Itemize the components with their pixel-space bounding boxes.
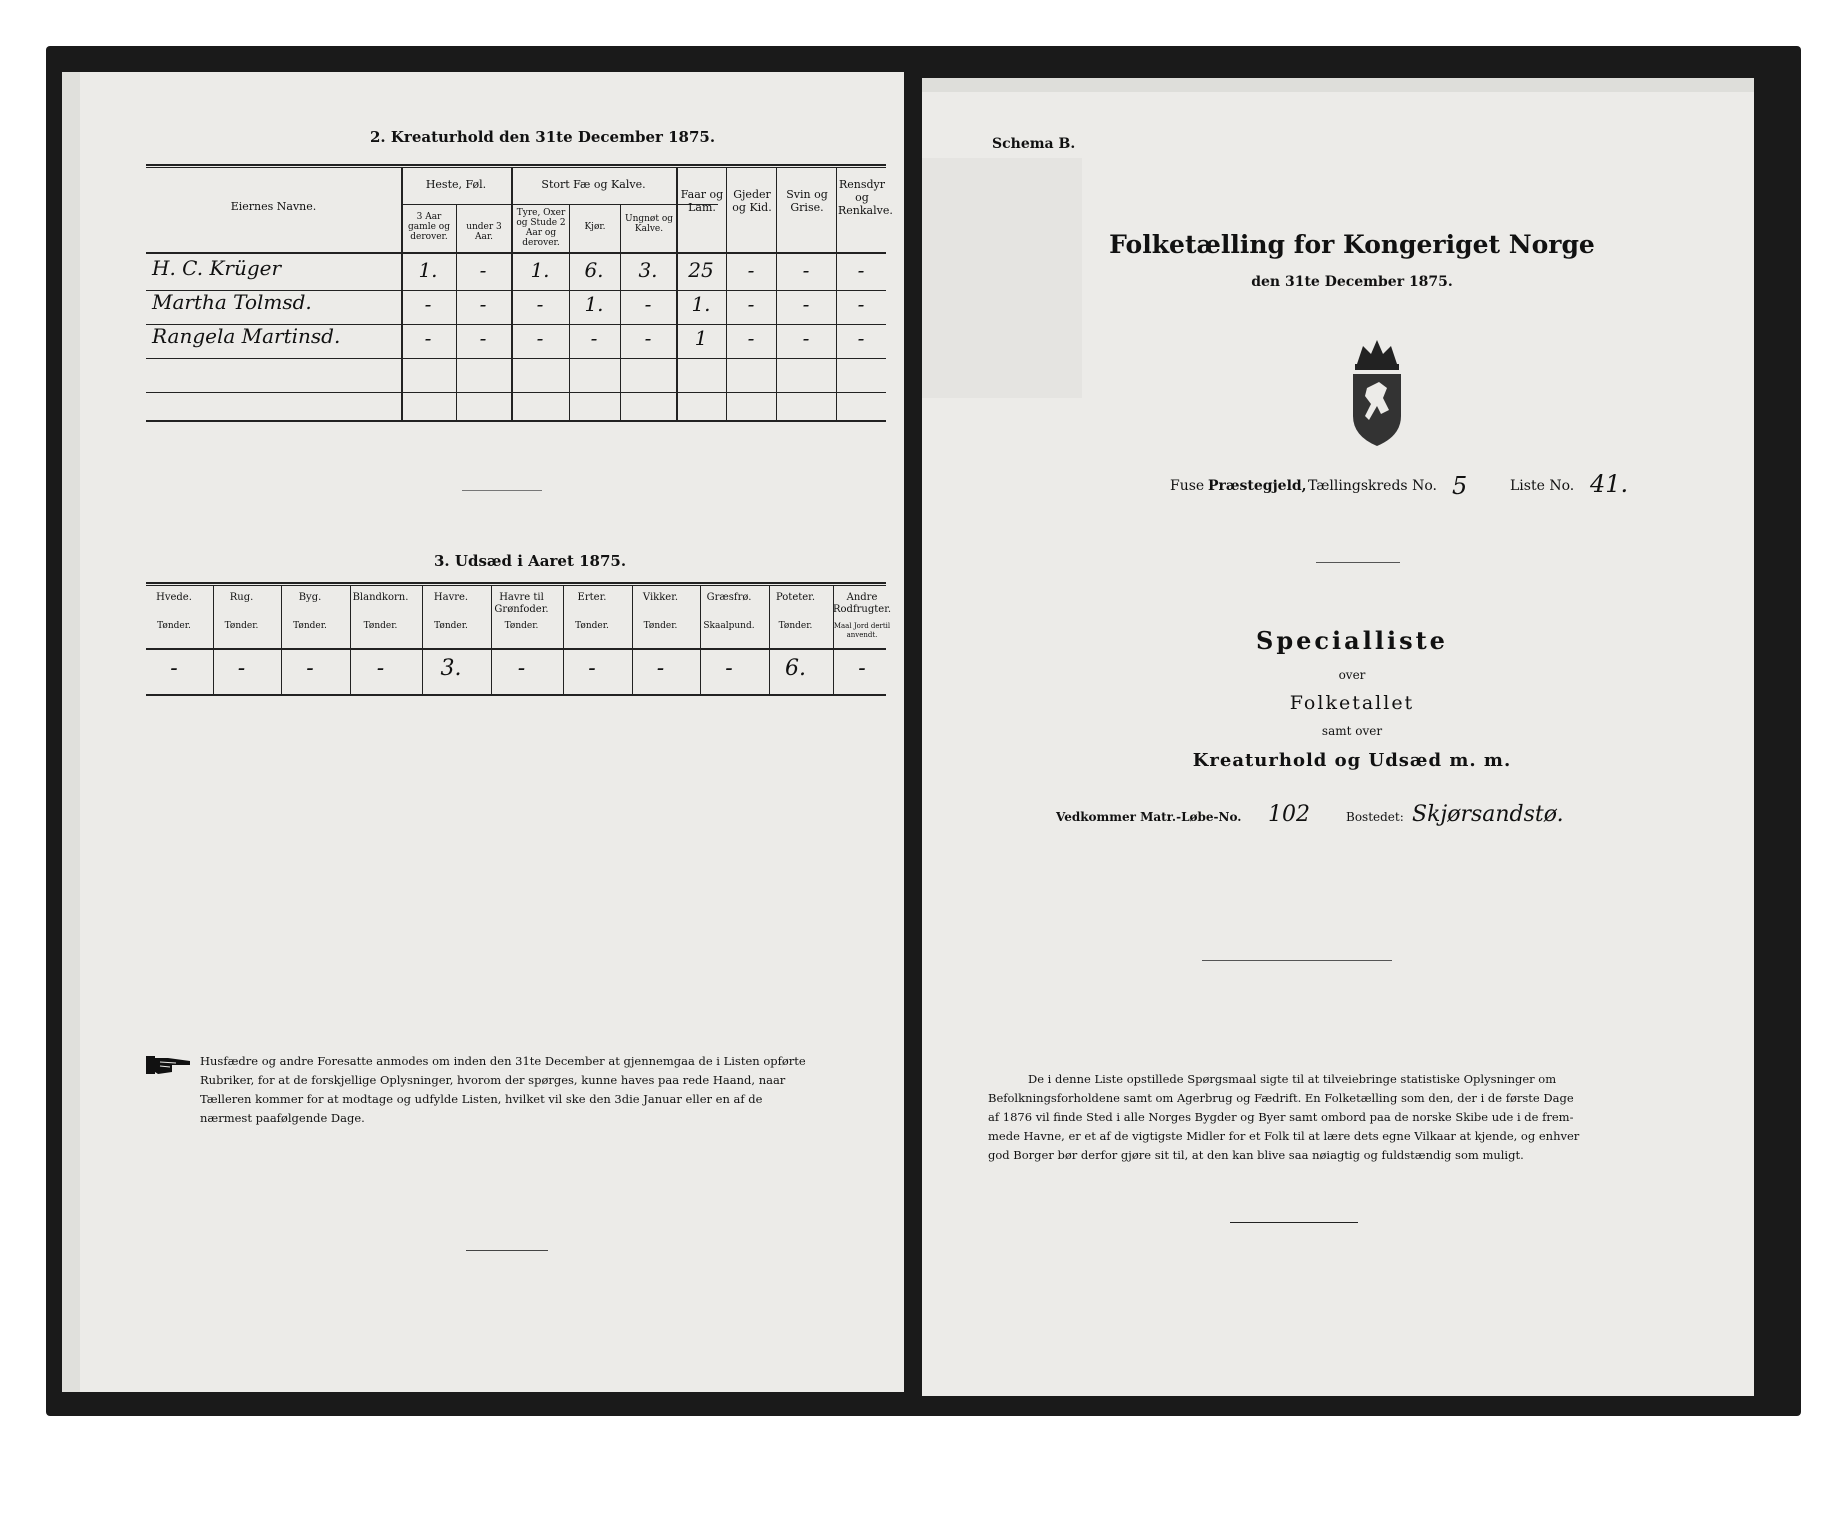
seed-header: Havre til Grønfoder. bbox=[494, 592, 549, 615]
header-cattle-cows: Kjør. bbox=[584, 222, 606, 232]
seed-unit: Tønder. bbox=[575, 621, 609, 631]
header-cattle-young: Ungnøt og Kalve. bbox=[624, 214, 673, 234]
seed-unit: Tønder. bbox=[434, 621, 468, 631]
livestock-table bbox=[146, 164, 893, 422]
notice-line: Husfædre og andre Foresatte anmodes om inden den 31te December at gjennemgaa de i Listen opførte bbox=[200, 1054, 806, 1068]
district-number: 5 bbox=[1452, 472, 1468, 500]
seed-header: Græsfrø. bbox=[706, 592, 752, 603]
seed-value: - bbox=[725, 656, 733, 681]
seed-header: Poteter. bbox=[775, 592, 816, 603]
notice-line: nærmest paafølgende Dage. bbox=[200, 1111, 365, 1125]
header-cattle: Stort Fæ og Kalve. bbox=[541, 178, 646, 191]
divider bbox=[466, 1250, 548, 1251]
livestock-cell: 25 bbox=[688, 258, 714, 282]
header-horses: Heste, Føl. bbox=[425, 178, 487, 191]
bosted-label: Bostedet: bbox=[1346, 810, 1404, 824]
special-list-title: Specialliste bbox=[1256, 626, 1448, 655]
header-sheep: Faar og Lam. bbox=[680, 188, 724, 214]
footer-line: mede Havne, er et af de vigtigste Midler for et Folk til at lære dets egne Vilkaar at kjende, og enhver bbox=[988, 1129, 1580, 1143]
footer-line: af 1876 vil finde Sted i alle Norges Bygder og Byer samt ombord paa de norske Skibe ude i de frem- bbox=[988, 1110, 1574, 1124]
livestock-seed-line: Kreaturhold og Udsæd m. m. bbox=[1192, 750, 1512, 771]
notice-line: Rubriker, for at de forskjellige Oplysninger, hvorom der spørges, kunne haves paa rede Haand, naar bbox=[200, 1073, 786, 1087]
footer-line: De i denne Liste opstillede Spørgsmaal sigte til at tilveiebringe statistiske Oplysninger om bbox=[1028, 1072, 1557, 1086]
section2-title: 2. Kreaturhold den 31te December 1875. bbox=[370, 128, 716, 146]
header-owner: Eiernes Navne. bbox=[230, 200, 317, 213]
notice-line: Tælleren kommer for at modtage og udfylde Listen, hvilket vil ske den 3die Januar eller en af de bbox=[200, 1092, 763, 1106]
header-cattle-bulls: Tyre, Oxer og Stude 2 Aar og derover. bbox=[516, 208, 566, 248]
livestock-cell: - bbox=[479, 258, 487, 282]
parish-label: Præstegjeld, bbox=[1208, 478, 1307, 494]
seed-unit: Tønder. bbox=[293, 621, 327, 631]
page-title: Folketælling for Kongeriget Norge bbox=[1109, 230, 1595, 259]
livestock-cell: - bbox=[747, 326, 755, 350]
livestock-cell: 1. bbox=[691, 292, 711, 316]
footer-text bbox=[988, 1070, 1708, 1165]
property-line bbox=[1056, 802, 1676, 836]
samt-over-text: samt over bbox=[1321, 724, 1383, 738]
seed-unit: Tønder. bbox=[778, 621, 813, 631]
seed-value: - bbox=[858, 656, 866, 681]
livestock-cell: - bbox=[479, 292, 487, 316]
divider bbox=[1202, 960, 1392, 961]
page-edge-shadow bbox=[922, 78, 1754, 92]
divider bbox=[1230, 1222, 1358, 1223]
seed-header: Byg. bbox=[298, 592, 322, 603]
divider bbox=[1316, 562, 1400, 563]
seed-header: Andre Rodfrugter. bbox=[833, 592, 892, 615]
livestock-cell: - bbox=[802, 292, 810, 316]
livestock-cell: 1. bbox=[584, 292, 604, 316]
seed-unit: Tønder. bbox=[224, 621, 259, 631]
livestock-cell: - bbox=[747, 258, 755, 282]
seed-unit: Tønder. bbox=[157, 621, 191, 631]
list-label: Liste No. bbox=[1510, 478, 1575, 494]
over-text: over bbox=[1338, 668, 1366, 682]
livestock-cell: - bbox=[802, 326, 810, 350]
seed-unit: Tønder. bbox=[643, 621, 678, 631]
header-horses-3yr: 3 Aar gamle og derover. bbox=[408, 212, 450, 242]
notice-text bbox=[200, 1052, 888, 1128]
livestock-cell: 6. bbox=[584, 258, 604, 282]
section3-title: 3. Udsæd i Aaret 1875. bbox=[434, 552, 627, 570]
livestock-cell: 1. bbox=[418, 258, 438, 282]
seed-value: - bbox=[588, 656, 596, 681]
seed-table bbox=[146, 582, 892, 698]
livestock-cell: - bbox=[424, 326, 432, 350]
seed-value: - bbox=[517, 656, 526, 681]
bosted-value: Skjørsandstø. bbox=[1412, 802, 1564, 827]
livestock-cell: - bbox=[590, 326, 598, 350]
seed-header: Erter. bbox=[577, 592, 607, 603]
livestock-cell: 1. bbox=[530, 258, 550, 282]
pointing-hand-icon bbox=[146, 1052, 192, 1078]
livestock-cell: - bbox=[802, 258, 810, 282]
schema-label: Schema B. bbox=[992, 136, 1076, 152]
livestock-cell: 3. bbox=[638, 258, 658, 282]
divider bbox=[462, 490, 542, 491]
left-page bbox=[62, 72, 904, 1392]
header-reindeer: Rensdyr og Renkalve. bbox=[838, 178, 893, 217]
seed-header: Vikker. bbox=[642, 592, 679, 603]
seed-value: 3. bbox=[440, 656, 462, 681]
seed-value: - bbox=[237, 656, 246, 681]
seed-unit: Tønder. bbox=[363, 621, 398, 631]
page-edge-shadow bbox=[62, 72, 80, 1392]
matr-label: Vedkommer Matr.-Løbe-No. bbox=[1056, 810, 1242, 824]
list-number: 41. bbox=[1590, 470, 1629, 498]
livestock-cell: 1 bbox=[694, 326, 708, 350]
livestock-cell: - bbox=[747, 292, 755, 316]
seed-header: Rug. bbox=[229, 592, 254, 603]
seed-header: Blandkorn. bbox=[352, 592, 409, 603]
livestock-cell: - bbox=[644, 326, 652, 350]
seed-unit: Skaalpund. bbox=[703, 621, 755, 631]
seed-unit: Maal Jord dertil anvendt. bbox=[833, 622, 891, 639]
matr-number: 102 bbox=[1268, 802, 1310, 827]
livestock-owner-name: H. C. Krüger bbox=[152, 256, 282, 280]
page-subtitle: den 31te December 1875. bbox=[1251, 274, 1453, 290]
seed-value: - bbox=[656, 656, 665, 681]
seed-header: Hvede. bbox=[156, 592, 192, 603]
livestock-owner-name: Rangela Martinsd. bbox=[152, 324, 341, 348]
seed-value: - bbox=[306, 656, 314, 681]
seed-value: 6. bbox=[785, 656, 806, 681]
footer-line: Befolkningsforholdene samt om Agerbrug og Fædrift. En Folketælling som den, der i de første Dage bbox=[988, 1091, 1574, 1105]
seed-value: - bbox=[376, 656, 385, 681]
livestock-cell: - bbox=[479, 326, 487, 350]
seed-unit: Tønder. bbox=[504, 621, 539, 631]
parish-name: Fuse bbox=[1170, 478, 1205, 494]
parish-line bbox=[1170, 470, 1730, 502]
right-page bbox=[922, 78, 1754, 1396]
norwegian-coat-of-arms-icon bbox=[1345, 336, 1409, 448]
livestock-cell: - bbox=[857, 258, 865, 282]
footer-line: god Borger bør derfor gjøre sit til, at den kan blive saa nøiagtig og fuldstændig som muligt. bbox=[988, 1148, 1524, 1162]
header-goats: Gjeder og Kid. bbox=[732, 188, 772, 214]
seed-value: - bbox=[170, 656, 178, 681]
header-horses-under3: under 3 Aar. bbox=[466, 222, 502, 242]
livestock-cell: - bbox=[857, 292, 865, 316]
livestock-cell: - bbox=[536, 326, 544, 350]
header-pigs: Svin og Grise. bbox=[786, 188, 828, 214]
district-label: Tællingskreds No. bbox=[1308, 478, 1437, 494]
folketallet-text: Folketallet bbox=[1289, 692, 1415, 714]
livestock-cell: - bbox=[536, 292, 544, 316]
livestock-cell: - bbox=[644, 292, 652, 316]
livestock-cell: - bbox=[857, 326, 865, 350]
livestock-cell: - bbox=[424, 292, 432, 316]
seed-header: Havre. bbox=[433, 592, 469, 603]
livestock-owner-name: Martha Tolmsd. bbox=[152, 290, 312, 314]
